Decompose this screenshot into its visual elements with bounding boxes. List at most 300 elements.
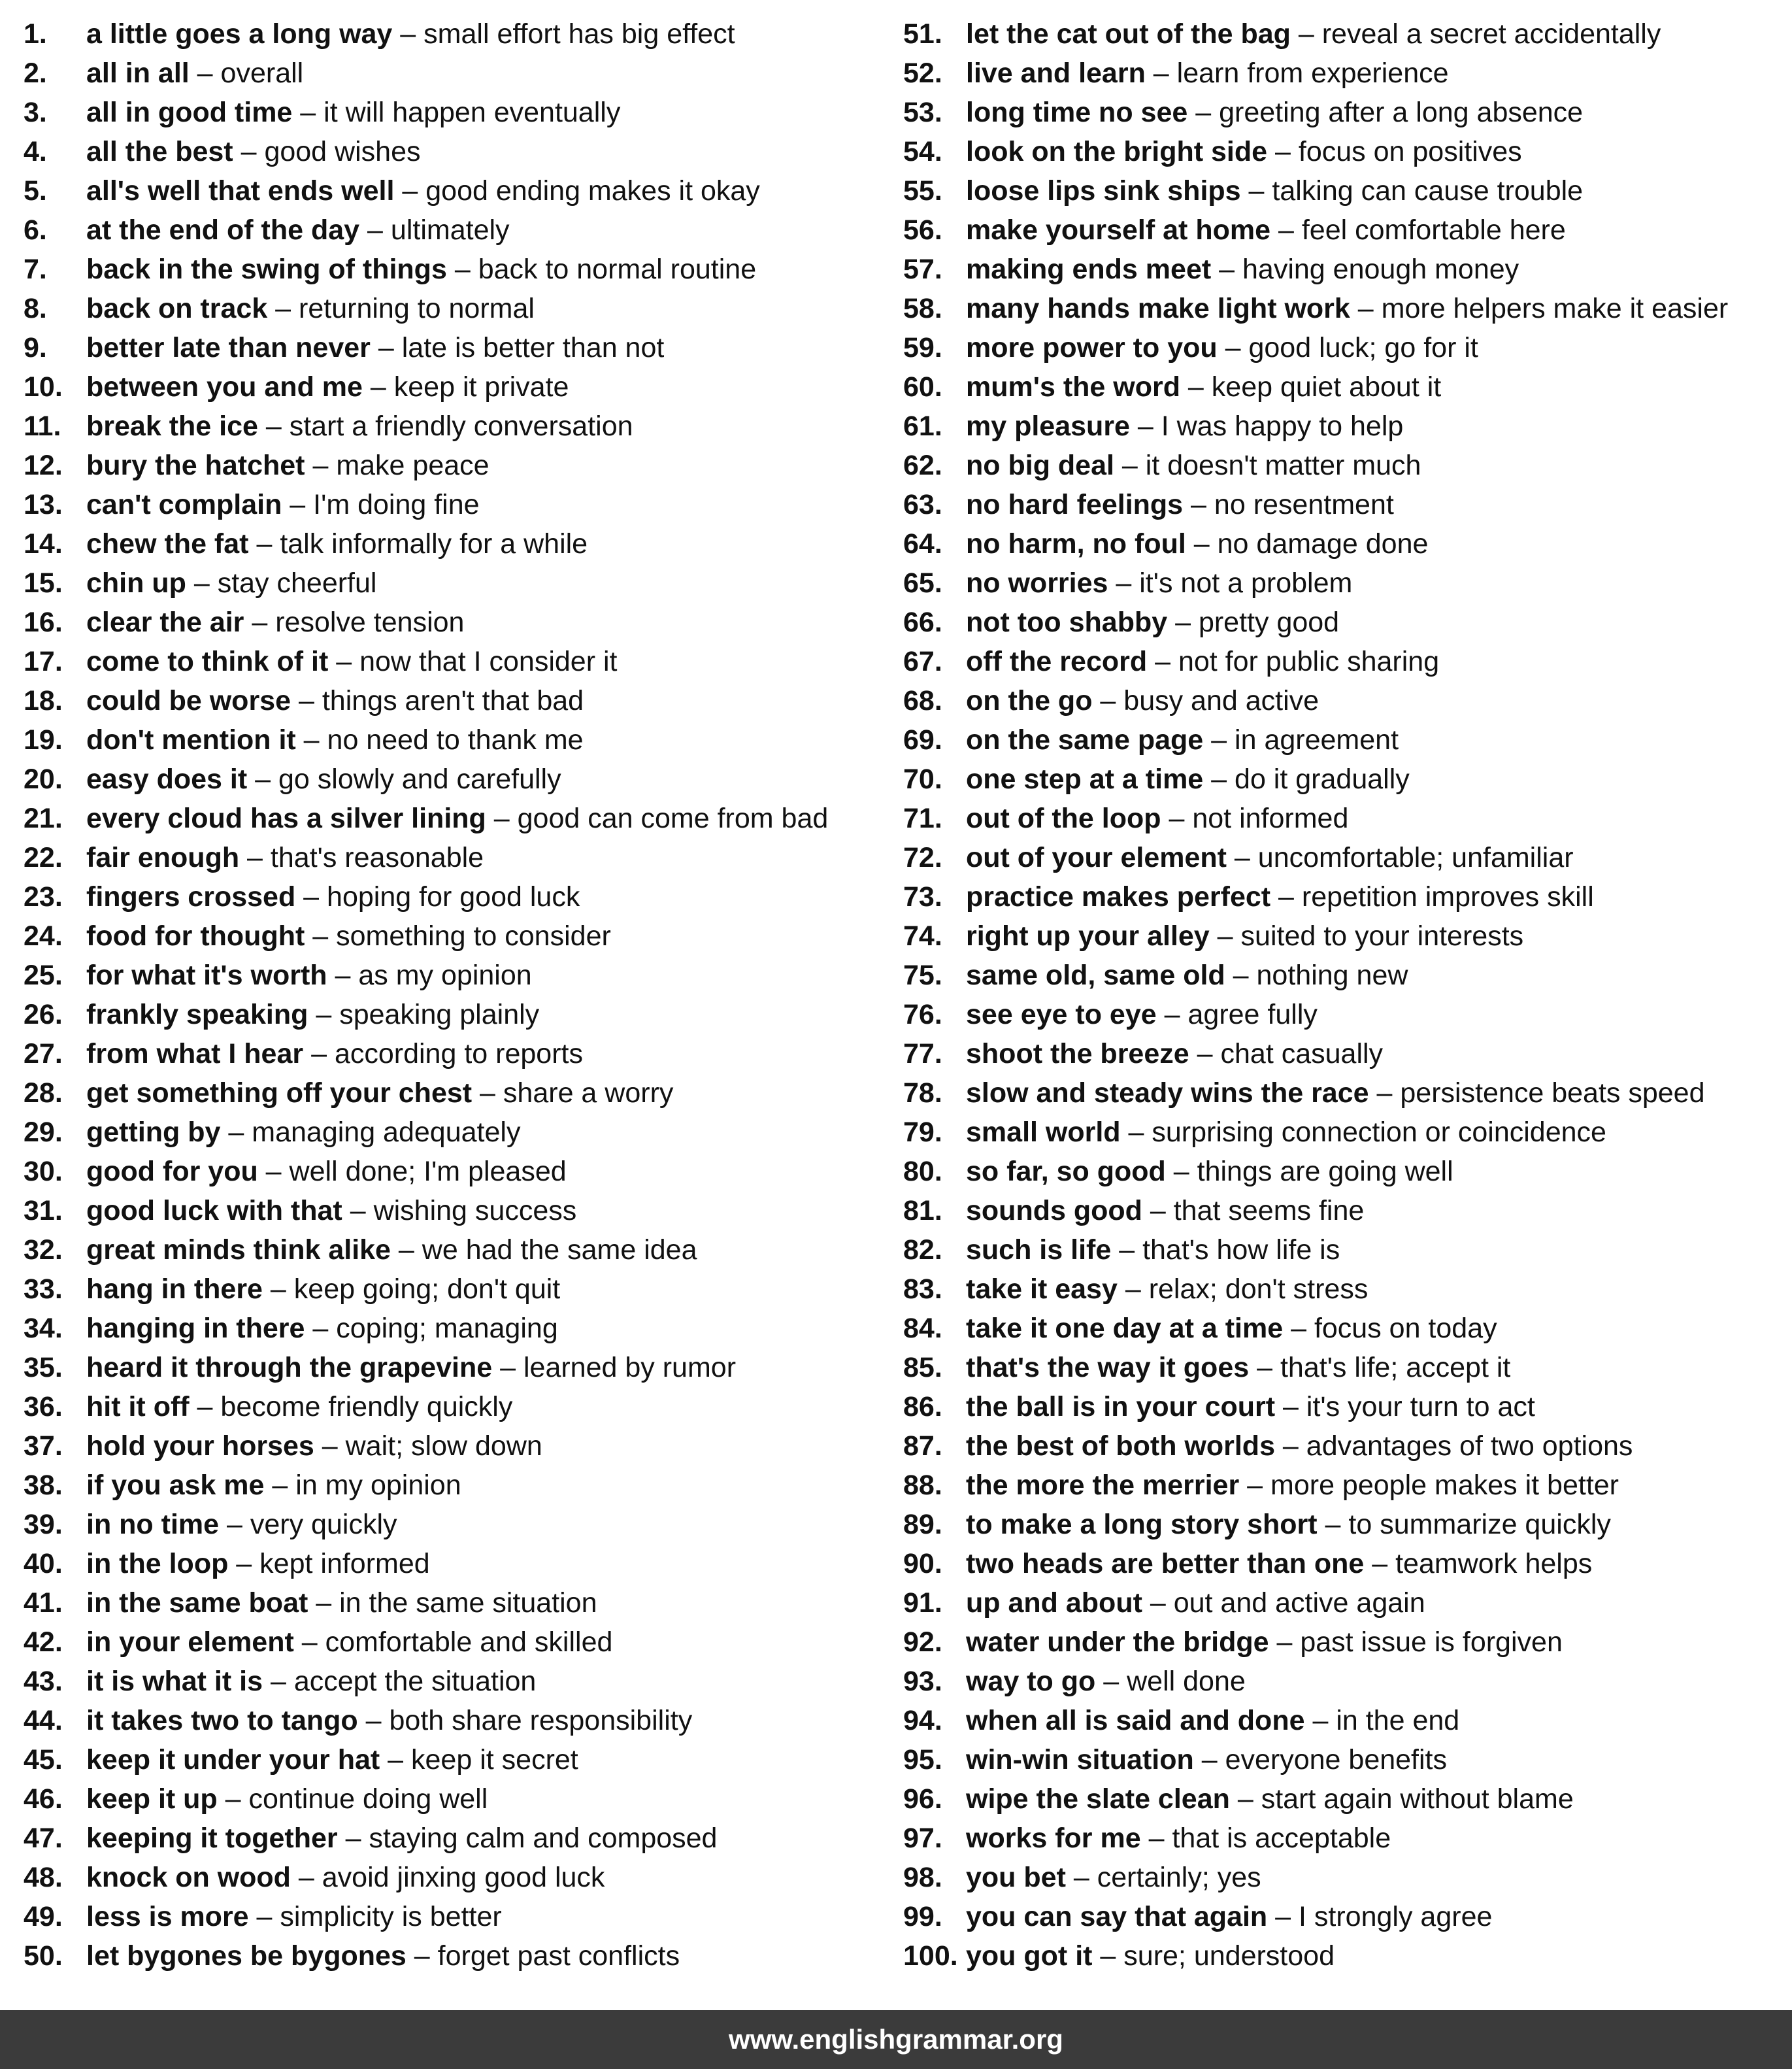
item-separator: –: [337, 1823, 369, 1854]
list-item: [24, 564, 903, 603]
list-item: [903, 1034, 1779, 1073]
item-number: 72.: [903, 842, 942, 873]
item-phrase: so far, so good: [966, 1156, 1166, 1187]
list-item: [903, 720, 1779, 760]
item-separator: –: [295, 881, 327, 913]
list-item: [24, 995, 903, 1034]
item-separator: –: [342, 1195, 374, 1226]
item-phrase: for what it's worth: [86, 960, 327, 991]
item-meaning: reveal a secret accidentally: [1321, 18, 1661, 50]
item-phrase: mum's the word: [966, 371, 1180, 403]
item-separator: –: [328, 646, 360, 677]
item-phrase: great minds think alike: [86, 1234, 391, 1266]
item-phrase: keeping it together: [86, 1823, 338, 1854]
item-number: 31.: [24, 1195, 63, 1226]
item-text: [966, 1936, 1335, 1976]
item-phrase: less is more: [86, 1901, 249, 1932]
item-text: [86, 1701, 692, 1740]
item-separator: –: [1095, 1666, 1127, 1697]
item-separator: –: [1203, 724, 1235, 756]
list-item: [903, 642, 1779, 681]
item-phrase: on the same page: [966, 724, 1204, 756]
item-number: 80.: [903, 1156, 942, 1187]
item-number: 71.: [903, 803, 942, 834]
list-item: [903, 485, 1779, 524]
item-meaning: surprising connection or coincidence: [1152, 1117, 1606, 1148]
list-item: [24, 1505, 903, 1544]
item-number: 75.: [903, 960, 942, 991]
item-separator: –: [1369, 1077, 1401, 1109]
item-separator: –: [293, 1626, 325, 1658]
item-number: 79.: [903, 1117, 942, 1148]
item-text: [966, 917, 1523, 956]
item-number: 51.: [903, 18, 942, 50]
item-phrase: in your element: [86, 1626, 294, 1658]
item-phrase: same old, same old: [966, 960, 1225, 991]
footer-url[interactable]: www.englishgrammar.org: [729, 2024, 1063, 2055]
item-meaning: good luck; go for it: [1248, 332, 1478, 363]
list-item: [24, 1466, 903, 1505]
list-item: [903, 1740, 1779, 1779]
item-text: [966, 171, 1583, 210]
list-item: [903, 132, 1779, 171]
item-number: 67.: [903, 646, 942, 677]
item-number: 85.: [903, 1352, 942, 1383]
list-item: [903, 1858, 1779, 1897]
item-phrase: knock on wood: [86, 1862, 291, 1893]
list-item: [903, 524, 1779, 564]
item-number: 14.: [24, 528, 63, 560]
item-phrase: heard it through the grapevine: [86, 1352, 493, 1383]
item-meaning: talk informally for a while: [280, 528, 588, 560]
item-number: 63.: [903, 489, 942, 520]
list-item: [24, 289, 903, 328]
item-meaning: talking can cause trouble: [1272, 175, 1584, 207]
item-meaning: no need to thank me: [327, 724, 584, 756]
item-phrase: if you ask me: [86, 1470, 265, 1501]
item-phrase: loose lips sink ships: [966, 175, 1241, 207]
list-item: [24, 1936, 903, 1976]
item-phrase: no hard feelings: [966, 489, 1184, 520]
item-number: 8.: [24, 293, 47, 324]
item-separator: –: [370, 332, 402, 363]
item-phrase: you can say that again: [966, 1901, 1268, 1932]
item-text: [86, 877, 580, 917]
list-item: [903, 1505, 1779, 1544]
item-meaning: late is better than not: [401, 332, 665, 363]
list-item: [903, 956, 1779, 995]
item-number: 35.: [24, 1352, 63, 1383]
item-number: 36.: [24, 1391, 63, 1422]
item-separator: –: [1108, 567, 1140, 599]
item-separator: –: [1275, 1391, 1306, 1422]
item-number: 96.: [903, 1783, 942, 1815]
item-phrase: chin up: [86, 567, 186, 599]
list-item: [903, 1819, 1779, 1858]
item-meaning: ultimately: [390, 214, 510, 246]
item-number: 18.: [24, 685, 63, 716]
item-number: 50.: [24, 1940, 63, 1972]
item-meaning: wishing success: [373, 1195, 577, 1226]
item-number: 28.: [24, 1077, 63, 1109]
item-number: 32.: [24, 1234, 63, 1266]
item-number: 91.: [903, 1587, 942, 1619]
item-phrase: hang in there: [86, 1273, 263, 1305]
item-text: [966, 1230, 1340, 1270]
item-separator: –: [1140, 1823, 1172, 1854]
item-text: [966, 877, 1594, 917]
list-item: [24, 799, 903, 838]
item-number: 49.: [24, 1901, 63, 1932]
item-text: [86, 1348, 736, 1387]
list-item: [24, 132, 903, 171]
list-item: [24, 1191, 903, 1230]
item-number: 34.: [24, 1313, 63, 1344]
item-number: 5.: [24, 175, 47, 207]
item-text: [966, 1819, 1391, 1858]
item-phrase: the ball is in your court: [966, 1391, 1276, 1422]
list-item: [903, 1623, 1779, 1662]
item-text: [86, 289, 535, 328]
item-phrase: all in good time: [86, 97, 293, 128]
item-text: [86, 1623, 612, 1662]
item-text: [966, 1113, 1606, 1152]
item-text: [86, 54, 303, 93]
item-phrase: practice makes perfect: [966, 881, 1271, 913]
item-phrase: don't mention it: [86, 724, 296, 756]
item-number: 98.: [903, 1862, 942, 1893]
item-separator: –: [1129, 411, 1161, 442]
list-item: [24, 681, 903, 720]
item-meaning: resolve tension: [275, 607, 465, 638]
item-phrase: it is what it is: [86, 1666, 263, 1697]
item-separator: –: [1193, 1744, 1225, 1775]
item-meaning: share a worry: [503, 1077, 674, 1109]
item-number: 15.: [24, 567, 63, 599]
item-text: [86, 1897, 502, 1936]
item-meaning: sure; understood: [1123, 1940, 1335, 1972]
item-phrase: the best of both worlds: [966, 1430, 1275, 1462]
item-number: 57.: [903, 254, 942, 285]
list-item: [24, 1858, 903, 1897]
item-phrase: win-win situation: [966, 1744, 1194, 1775]
item-phrase: all in all: [86, 58, 190, 89]
item-number: 39.: [24, 1509, 63, 1540]
list-item: [903, 367, 1779, 407]
item-phrase: come to think of it: [86, 646, 329, 677]
item-separator: –: [1267, 1901, 1299, 1932]
item-meaning: pretty good: [1198, 607, 1340, 638]
item-text: [966, 250, 1519, 289]
item-phrase: bury the hatchet: [86, 450, 305, 481]
item-phrase: many hands make light work: [966, 293, 1350, 324]
item-separator: –: [1304, 1705, 1336, 1736]
item-text: [86, 1270, 560, 1309]
item-phrase: two heads are better than one: [966, 1548, 1365, 1579]
item-meaning: out and active again: [1173, 1587, 1425, 1619]
item-phrase: food for thought: [86, 920, 305, 952]
item-separator: –: [244, 607, 276, 638]
item-number: 42.: [24, 1626, 63, 1658]
item-phrase: chew the fat: [86, 528, 249, 560]
item-separator: –: [308, 999, 340, 1030]
list-item: [24, 877, 903, 917]
item-text: [86, 603, 464, 642]
item-phrase: can't complain: [86, 489, 282, 520]
item-meaning: go slowly and carefully: [278, 764, 561, 795]
item-separator: –: [486, 803, 518, 834]
item-phrase: such is life: [966, 1234, 1112, 1266]
item-meaning: things are going well: [1197, 1156, 1453, 1187]
item-meaning: I strongly agree: [1299, 1901, 1493, 1932]
item-text: [86, 1662, 536, 1701]
item-separator: –: [1364, 1548, 1396, 1579]
list-item: [903, 603, 1779, 642]
item-text: [966, 760, 1410, 799]
item-phrase: you bet: [966, 1862, 1066, 1893]
item-text: [966, 1387, 1535, 1426]
item-meaning: in my opinion: [295, 1470, 461, 1501]
list-item: [903, 446, 1779, 485]
item-separator: –: [1211, 254, 1242, 285]
item-phrase: more power to you: [966, 332, 1218, 363]
item-number: 99.: [903, 1901, 942, 1932]
list-item: [903, 917, 1779, 956]
list-item: [24, 838, 903, 877]
item-text: [966, 210, 1566, 250]
item-separator: –: [267, 293, 299, 324]
item-text: [86, 1426, 542, 1466]
footer-bar: [0, 2010, 1792, 2069]
list-item: [903, 760, 1779, 799]
list-item: [24, 328, 903, 367]
item-meaning: I was happy to help: [1161, 411, 1404, 442]
item-phrase: back on track: [86, 293, 268, 324]
list-item: [903, 289, 1779, 328]
item-phrase: all's well that ends well: [86, 175, 395, 207]
item-separator: –: [1226, 842, 1258, 873]
item-text: [86, 1230, 697, 1270]
item-meaning: not for public sharing: [1178, 646, 1440, 677]
item-meaning: certainly; yes: [1097, 1862, 1261, 1893]
item-number: 90.: [903, 1548, 942, 1579]
item-separator: –: [263, 1666, 294, 1697]
item-separator: –: [314, 1430, 346, 1462]
item-separator: –: [303, 1038, 335, 1069]
item-meaning: everyone benefits: [1225, 1744, 1448, 1775]
item-meaning: wait; slow down: [345, 1430, 542, 1462]
item-text: [966, 485, 1394, 524]
item-number: 45.: [24, 1744, 63, 1775]
item-text: [966, 1623, 1563, 1662]
item-meaning: advantages of two options: [1306, 1430, 1633, 1462]
item-meaning: repetition improves skill: [1301, 881, 1594, 913]
item-number: 60.: [903, 371, 942, 403]
item-meaning: back to normal routine: [478, 254, 757, 285]
item-meaning: good ending makes it okay: [425, 175, 760, 207]
item-separator: –: [1189, 1038, 1221, 1069]
item-phrase: a little goes a long way: [86, 18, 393, 50]
list-item: [903, 838, 1779, 877]
item-phrase: up and about: [966, 1587, 1142, 1619]
list-item: [24, 917, 903, 956]
item-text: [966, 956, 1408, 995]
item-text: [966, 1348, 1510, 1387]
phrase-column-right: [903, 14, 1779, 1976]
item-separator: –: [1065, 1862, 1097, 1893]
item-number: 48.: [24, 1862, 63, 1893]
item-text: [966, 407, 1403, 446]
item-number: 26.: [24, 999, 63, 1030]
item-text: [86, 1073, 673, 1113]
item-number: 66.: [903, 607, 942, 638]
item-separator: –: [308, 1587, 340, 1619]
list-item: [903, 1113, 1779, 1152]
list-item: [24, 1387, 903, 1426]
list-item: [24, 1544, 903, 1583]
item-separator: –: [1270, 214, 1302, 246]
list-item: [24, 1819, 903, 1858]
item-meaning: forget past conflicts: [437, 1940, 680, 1972]
item-meaning: no resentment: [1214, 489, 1394, 520]
item-meaning: keep it private: [393, 371, 569, 403]
item-phrase: frankly speaking: [86, 999, 308, 1030]
item-separator: –: [305, 450, 337, 481]
item-meaning: according to reports: [334, 1038, 583, 1069]
item-number: 87.: [903, 1430, 942, 1462]
list-item: [903, 1466, 1779, 1505]
item-separator: –: [406, 1940, 438, 1972]
item-phrase: live and learn: [966, 58, 1146, 89]
item-phrase: out of the loop: [966, 803, 1161, 834]
item-separator: –: [257, 411, 290, 442]
item-meaning: simplicity is better: [280, 1901, 502, 1932]
item-text: [86, 760, 561, 799]
item-text: [966, 93, 1583, 132]
item-text: [86, 1466, 461, 1505]
list-item: [24, 720, 903, 760]
item-number: 23.: [24, 881, 63, 913]
item-number: 95.: [903, 1744, 942, 1775]
item-meaning: chat casually: [1220, 1038, 1384, 1069]
item-meaning: learn from experience: [1176, 58, 1449, 89]
item-separator: –: [1117, 1273, 1149, 1305]
list-item: [24, 1073, 903, 1113]
item-text: [966, 328, 1478, 367]
item-phrase: in no time: [86, 1509, 220, 1540]
item-separator: –: [1092, 685, 1124, 716]
item-number: 92.: [903, 1626, 942, 1658]
item-separator: –: [186, 567, 218, 599]
item-separator: –: [1142, 1195, 1174, 1226]
item-separator: –: [219, 1509, 250, 1540]
item-separator: –: [1274, 1430, 1306, 1462]
item-phrase: fingers crossed: [86, 881, 296, 913]
item-phrase: let the cat out of the bag: [966, 18, 1291, 50]
item-separator: –: [492, 1352, 523, 1383]
list-item: [903, 1701, 1779, 1740]
item-number: 25.: [24, 960, 63, 991]
item-number: 13.: [24, 489, 63, 520]
list-item: [24, 603, 903, 642]
item-phrase: you got it: [966, 1940, 1093, 1972]
item-meaning: stay cheerful: [217, 567, 377, 599]
item-meaning: that's reasonable: [270, 842, 484, 873]
item-meaning: it's your turn to act: [1306, 1391, 1535, 1422]
list-item: [903, 1936, 1779, 1976]
item-separator: –: [1183, 489, 1214, 520]
item-number: 97.: [903, 1823, 942, 1854]
item-meaning: suited to your interests: [1240, 920, 1524, 952]
item-number: 93.: [903, 1666, 942, 1697]
list-item: [24, 1152, 903, 1191]
item-text: [966, 1466, 1619, 1505]
item-phrase: good luck with that: [86, 1195, 342, 1226]
item-number: 59.: [903, 332, 942, 363]
item-text: [966, 564, 1352, 603]
item-phrase: no big deal: [966, 450, 1114, 481]
item-separator: –: [394, 175, 426, 207]
item-text: [86, 93, 620, 132]
list-item: [24, 367, 903, 407]
item-number: 88.: [903, 1470, 942, 1501]
item-phrase: hanging in there: [86, 1313, 305, 1344]
item-text: [86, 720, 584, 760]
item-meaning: more helpers make it easier: [1381, 293, 1729, 324]
item-phrase: right up your alley: [966, 920, 1210, 952]
item-meaning: keep going; don't quit: [293, 1273, 561, 1305]
item-phrase: way to go: [966, 1666, 1096, 1697]
item-meaning: in the same situation: [339, 1587, 597, 1619]
item-meaning: learned by rumor: [523, 1352, 737, 1383]
item-meaning: feel comfortable here: [1301, 214, 1566, 246]
item-number: 9.: [24, 332, 47, 363]
item-text: [966, 603, 1339, 642]
item-number: 2.: [24, 58, 47, 89]
item-text: [86, 1544, 430, 1583]
item-number: 74.: [903, 920, 942, 952]
item-number: 61.: [903, 411, 942, 442]
item-meaning: past issue is forgiven: [1300, 1626, 1563, 1658]
item-separator: –: [362, 371, 394, 403]
item-text: [966, 446, 1421, 485]
item-text: [966, 54, 1449, 93]
list-item: [24, 1740, 903, 1779]
item-meaning: small effort has big effect: [423, 18, 735, 50]
list-item: [24, 485, 903, 524]
item-number: 54.: [903, 136, 942, 167]
item-text: [86, 838, 484, 877]
item-phrase: clear the air: [86, 607, 244, 638]
item-separator: –: [1209, 920, 1241, 952]
item-meaning: something to consider: [336, 920, 611, 952]
item-text: [86, 956, 532, 995]
item-separator: –: [1225, 960, 1257, 991]
item-phrase: break the ice: [86, 411, 258, 442]
item-number: 89.: [903, 1509, 942, 1540]
item-meaning: I'm doing fine: [313, 489, 480, 520]
item-separator: –: [359, 214, 391, 246]
item-phrase: hold your horses: [86, 1430, 314, 1462]
item-separator: –: [1145, 58, 1177, 89]
item-phrase: fair enough: [86, 842, 240, 873]
item-phrase: it takes two to tango: [86, 1705, 358, 1736]
list-item: [903, 1152, 1779, 1191]
item-phrase: out of your element: [966, 842, 1227, 873]
item-number: 11.: [24, 411, 61, 442]
item-number: 12.: [24, 450, 63, 481]
item-text: [86, 917, 611, 956]
